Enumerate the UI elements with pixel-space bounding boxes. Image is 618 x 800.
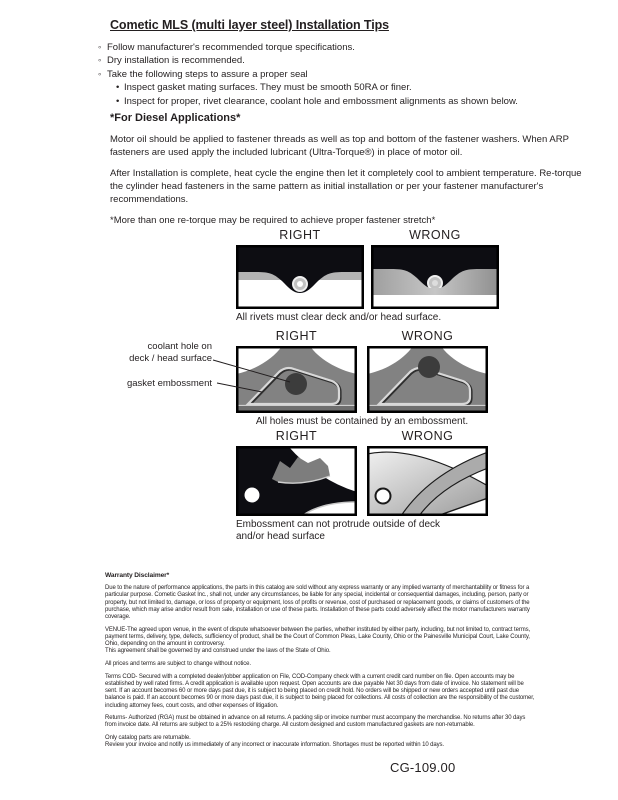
right-label: RIGHT xyxy=(275,329,318,343)
diagram-labels xyxy=(236,429,488,443)
right-label: RIGHT xyxy=(275,429,318,443)
gasket-embossment-label: gasket embossment xyxy=(126,378,212,389)
warranty-disclaimer-section xyxy=(105,572,535,755)
section-heading: *For Diesel Applications* xyxy=(110,112,241,124)
installation-tips-list xyxy=(98,41,578,108)
protrusion-right-diagram xyxy=(236,446,357,516)
diagram-row-rivets xyxy=(236,228,499,324)
hole-embossment-wrong-diagram xyxy=(367,346,488,413)
page-title: Cometic MLS (multi layer steel) Installation Tips xyxy=(110,18,389,32)
diagram-boxes xyxy=(236,446,488,516)
disclaimer-paragraph: VENUE-The agreed upon venue, in the event of dispute whatsoever between the parties, whether instituted by either party, including, but not limited to, contract terms, payment terms, delivery, type, defects, sufficiency of product, shall be the Court of Common Pleas, Lake County, Ohio or the Painesville Municipal Court, Lake County, Ohio, depending on the amount in controversy. xyxy=(105,626,531,648)
list-item xyxy=(98,95,578,108)
list-item xyxy=(98,81,578,94)
open-bullet-icon: ◦ xyxy=(98,55,102,67)
disclaimer-paragraph: Only catalog parts are returnable. xyxy=(105,735,191,742)
wrong-label: WRONG xyxy=(401,329,454,343)
open-bullet-icon: ◦ xyxy=(98,42,102,53)
wrong-label: WRONG xyxy=(401,429,454,443)
tip-text: Inspect for proper, rivet clearance, coolant hole and embossment alignments as shown below. xyxy=(124,95,518,107)
diagram-labels xyxy=(236,228,499,242)
disclaimer-paragraph: Review your invoice and notify us immediately of any incorrect or inaccurate information. Shortages must be reported within 10 days. xyxy=(105,742,444,749)
diagram-boxes xyxy=(236,245,499,309)
diagram-caption xyxy=(236,519,488,543)
tip-text: Follow manufacturer's recommended torque specifications. xyxy=(107,42,355,53)
callout-pointer-lines xyxy=(205,352,305,400)
protrusion-wrong-diagram xyxy=(367,446,488,516)
paragraph: *More than one re-torque may be required to achieve proper fastener stretch* xyxy=(110,215,436,226)
diesel-applications-section xyxy=(110,112,582,235)
rivet-clearance-wrong-diagram xyxy=(371,245,499,309)
coolant-hole-label: coolant hole on xyxy=(147,341,212,352)
coolant-hole-label: deck / head surface xyxy=(129,353,212,364)
disclaimer-paragraph: All prices and terms are subject to change without notice. xyxy=(105,661,251,668)
wrong-label: WRONG xyxy=(409,228,461,242)
right-label: RIGHT xyxy=(279,228,321,242)
disclaimer-heading: Warranty Disclaimer* xyxy=(105,572,170,579)
list-item xyxy=(98,68,578,81)
caption-line: and/or head surface xyxy=(236,531,325,542)
bullet-icon: • xyxy=(116,82,120,94)
tip-text: Take the following steps to assure a proper seal xyxy=(107,68,308,80)
tip-text: Dry installation is recommended. xyxy=(107,55,245,67)
paragraph: After Installation is complete, heat cycle the engine then let it completely cool to ambient temperature. Re-torque the cylinder head fasteners in the same pattern as initial installation or per your fastener manufacturer's recommendations. xyxy=(110,168,582,205)
diagram-caption: All holes must be contained by an embossment. xyxy=(255,416,469,427)
tip-text: Inspect gasket mating surfaces. They must be smooth 50RA or finer. xyxy=(124,82,412,94)
paragraph: Motor oil should be applied to fastener threads as well as top and bottom of the fastener washers. When ARP fasteners are used apply the included lubricant (Ultra-Torque®) in place of motor oil. xyxy=(110,134,569,158)
catalog-page-code: CG-109.00 xyxy=(390,760,456,775)
diagram-labels xyxy=(236,329,488,343)
open-bullet-icon: ◦ xyxy=(98,68,102,80)
list-item xyxy=(98,54,578,67)
disclaimer-paragraph: Due to the nature of performance applications, the parts in this catalog are sold without any express warranty or any implied warranty of merchantability or fitness for a particular purpose. Cometic Gasket Inc., shall not, under any circumstances, be liable for any special, incidental or consequential damages, including, person, party or property, but not limited to, damage, or loss of property or equipment, loss of profits or revenue, cost of purchased or replacement goods, or claims of customers of the purchase, which may arise and/or result from sale, installation or use of these parts. Installation of these parts could adversely affect the motor manufacturers warranty coverage. xyxy=(105,585,530,621)
diagram-row-protrusion xyxy=(236,429,488,543)
diagram-caption: All rivets must clear deck and/or head surface. xyxy=(236,312,442,323)
diagram-callout-labels xyxy=(96,341,212,390)
list-item xyxy=(98,41,578,54)
disclaimer-paragraph: This agreement shall be governed by and construed under the laws of the State of Ohio. xyxy=(105,648,331,655)
spacer xyxy=(96,365,212,378)
rivet-clearance-right-diagram xyxy=(236,245,364,309)
caption-line: Embossment can not protrude outside of deck xyxy=(236,519,441,530)
disclaimer-paragraph: Returns- Authorized (RGA) must be obtained in advance on all returns. A packing slip or invoice number must accompany the merchandise. No returns after 30 days from invoice date. All returns are subject to a 25% restocking charge. All custom designed and custom manufactured gaskets are non-returnable. xyxy=(105,715,526,729)
disclaimer-paragraph: Terms COD- Secured with a completed dealer/jobber application on File, COD-Company check with a current credit card number on file. Open accounts may be established by well rated firms. A credit application is available upon request. Open accounts are due payable Net 30 days from date of invoice. No statement will be sent. If an account becomes 60 or more days past due, it is subject to being placed on credit hold. No orders will be shipped or new orders accepted until past due balance is paid. If an account becomes 90 or more days past due, it is subject to being placed for collections. All costs of collection are the responsibility of the customer, including attorney fees, court costs, and other expenses of litigation. xyxy=(105,673,535,709)
bullet-icon: • xyxy=(116,95,120,107)
